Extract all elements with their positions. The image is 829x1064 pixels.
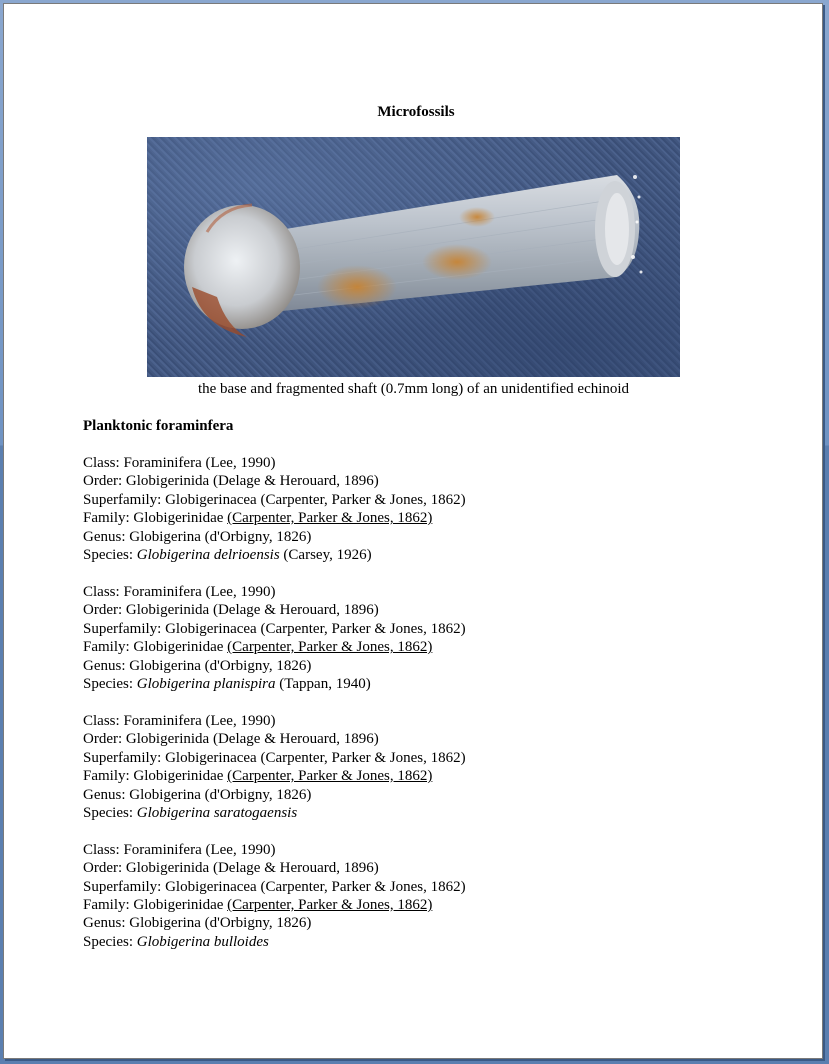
class-line: Class: Foraminifera (Lee, 1990) xyxy=(83,841,276,858)
genus-line: Genus: Globigerina (d'Orbigny, 1826) xyxy=(83,528,312,545)
order-line: Order: Globigerinida (Delage & Herouard, 1896) xyxy=(83,602,379,619)
document-page xyxy=(3,3,823,1059)
superfamily-line: Superfamily: Globigerinacea (Carpenter, Parker & Jones, 1862) xyxy=(83,749,466,766)
family-authority-link[interactable]: (Carpenter, Parker & Jones, 1862) xyxy=(227,897,433,914)
superfamily-line: Superfamily: Globigerinacea (Carpenter, Parker & Jones, 1862) xyxy=(83,620,466,637)
species-line: Species: Globigerina delrioensis (Carsey, 1926) xyxy=(83,547,372,564)
family-line: Family: Globigerinidae (Carpenter, Parker & Jones, 1862) xyxy=(83,897,433,914)
family-authority-link[interactable]: (Carpenter, Parker & Jones, 1862) xyxy=(227,639,433,656)
species-line: Species: Globigerina saratogaensis xyxy=(83,804,298,821)
family-authority-link[interactable]: (Carpenter, Parker & Jones, 1862) xyxy=(227,510,433,527)
page-title: Microfossils xyxy=(377,104,455,120)
order-line: Order: Globigerinida (Delage & Herouard, 1896) xyxy=(83,473,379,490)
species-line: Species: Globigerina bulloides xyxy=(83,933,269,950)
taxonomy-block xyxy=(83,841,783,951)
family-line: Family: Globigerinidae (Carpenter, Parker & Jones, 1862) xyxy=(83,510,433,527)
taxonomy-list xyxy=(83,454,783,970)
genus-line: Genus: Globigerina (d'Orbigny, 1826) xyxy=(83,915,312,932)
echinoid-spine-photo xyxy=(147,137,680,377)
species-line: Species: Globigerina planispira (Tappan, 1940) xyxy=(83,675,371,692)
taxonomy-block xyxy=(83,583,783,693)
superfamily-line: Superfamily: Globigerinacea (Carpenter, Parker & Jones, 1862) xyxy=(83,878,466,895)
superfamily-line: Superfamily: Globigerinacea (Carpenter, Parker & Jones, 1862) xyxy=(83,491,466,508)
class-line: Class: Foraminifera (Lee, 1990) xyxy=(83,712,276,729)
class-line: Class: Foraminifera (Lee, 1990) xyxy=(83,583,276,600)
family-line: Family: Globigerinidae (Carpenter, Parker & Jones, 1862) xyxy=(83,639,433,656)
family-authority-link[interactable]: (Carpenter, Parker & Jones, 1862) xyxy=(227,768,433,785)
echinoid-spine-image xyxy=(147,137,680,377)
family-line: Family: Globigerinidae (Carpenter, Parker & Jones, 1862) xyxy=(83,768,433,785)
genus-line: Genus: Globigerina (d'Orbigny, 1826) xyxy=(83,786,312,803)
taxonomy-block xyxy=(83,454,783,564)
order-line: Order: Globigerinida (Delage & Herouard, 1896) xyxy=(83,860,379,877)
section-heading: Planktonic foraminfera xyxy=(83,418,234,434)
class-line: Class: Foraminifera (Lee, 1990) xyxy=(83,455,276,471)
taxonomy-block xyxy=(83,712,783,822)
order-line: Order: Globigerinida (Delage & Herouard, 1896) xyxy=(83,731,379,748)
genus-line: Genus: Globigerina (d'Orbigny, 1826) xyxy=(83,657,312,674)
figure-caption: the base and fragmented shaft (0.7mm long) of an unidentified echinoid xyxy=(197,381,630,397)
